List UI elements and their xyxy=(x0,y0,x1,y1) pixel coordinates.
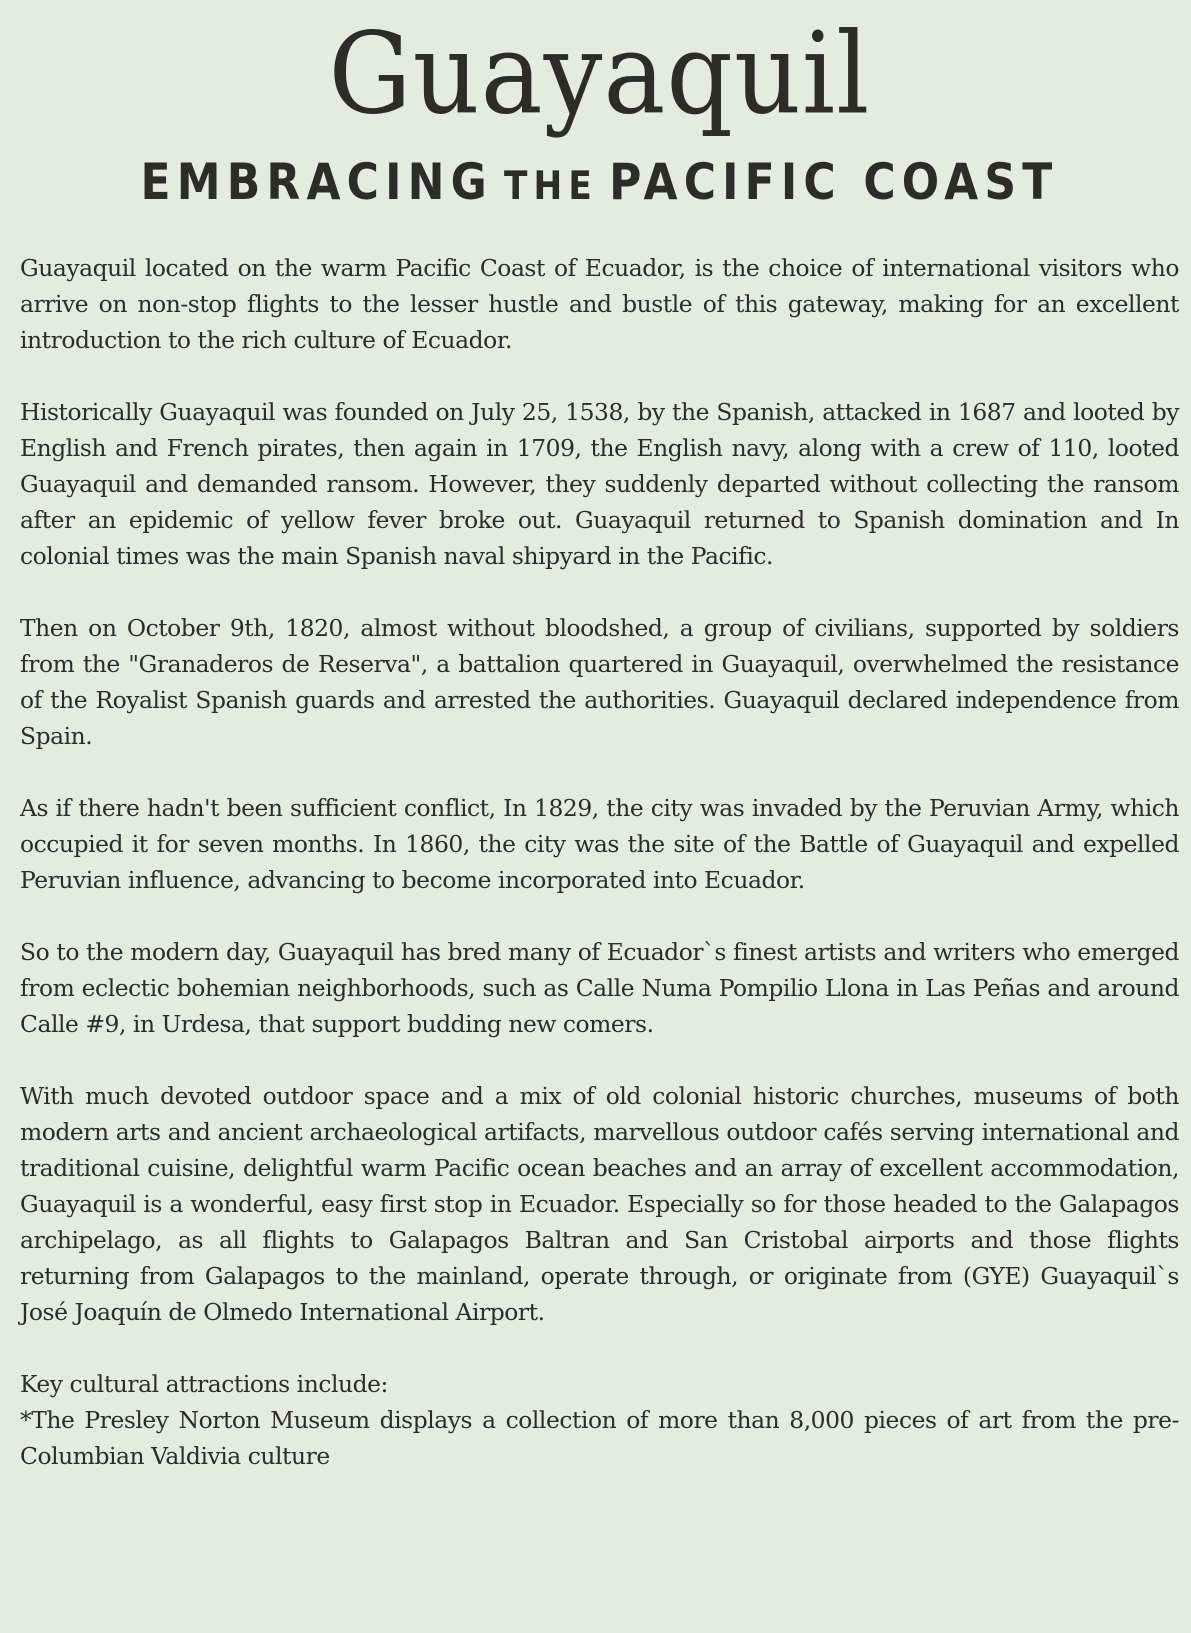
subtitle-part-embracing: EMBRACING xyxy=(140,153,493,211)
attraction-item: *The Presley Norton Museum displays a collection of more than 8,000 pieces of art from the pre-Columbian Valdivia culture xyxy=(20,1406,1179,1470)
paragraph-independence: Then on October 9th, 1820, almost without bloodshed, a group of civilians, supported by soldiers from the "Granaderos de Reserva", a battalion quartered in Guayaquil, overwhelmed the resistance of the Royalist Spanish guards and arrested the authorities. Guayaquil declared independence from Spain. xyxy=(20,614,1179,750)
article-body xyxy=(20,250,1179,1474)
subtitle-part-pacific-coast: PACIFIC COAST xyxy=(609,153,1059,211)
subtitle-part-the: THE xyxy=(503,164,599,209)
paragraph-intro: Guayaquil located on the warm Pacific Coast of Ecuador, is the choice of international visitors who arrive on non-stop flights to the lesser hustle and bustle of this gateway, making for an excellent introduction to the rich culture of Ecuador. xyxy=(20,254,1179,354)
page-title: Guayaquil xyxy=(328,7,871,140)
attractions-heading: Key cultural attractions include: xyxy=(20,1370,388,1398)
paragraph-history: Historically Guayaquil was founded on July 25, 1538, by the Spanish, attacked in 1687 and looted by English and French pirates, then again in 1709, the English navy, along with a crew of 110, looted Guayaquil and demanded ransom. However, they suddenly departed without collecting the ransom after an epidemic of yellow fever broke out. Guayaquil returned to Spanish domination and In colonial times was the main Spanish naval shipyard in the Pacific. xyxy=(20,398,1179,570)
paragraph-conflict: As if there hadn't been sufficient conflict, In 1829, the city was invaded by the Peruvian Army, which occupied it for seven months. In 1860, the city was the site of the Battle of Guayaquil and expelled Peruvian influence, advancing to become incorporated into Ecuador. xyxy=(20,794,1179,894)
paragraph-attractions-overview: With much devoted outdoor space and a mix of old colonial historic churches, museums of both modern arts and ancient archaeological artifacts, marvellous outdoor cafés serving international and traditional cuisine, delightful warm Pacific ocean beaches and an array of excellent accommodation, Guayaquil is a wonderful, easy first stop in Ecuador. Especially so for those headed to the Galapagos archipelago, as all flights to Galapagos Baltran and San Cristobal airports and those flights returning from Galapagos to the mainland, operate through, or originate from (GYE) Guayaquil`s José Joaquín de Olmedo International Airport. xyxy=(20,1082,1179,1326)
page-subtitle xyxy=(90,154,1110,222)
paragraph-modern-day: So to the modern day, Guayaquil has bred many of Ecuador`s finest artists and writers who emerged from eclectic bohemian neighborhoods, such as Calle Numa Pompilio Llona in Las Peñas and around Calle #9, in Urdesa, that support budding new comers. xyxy=(20,938,1179,1038)
